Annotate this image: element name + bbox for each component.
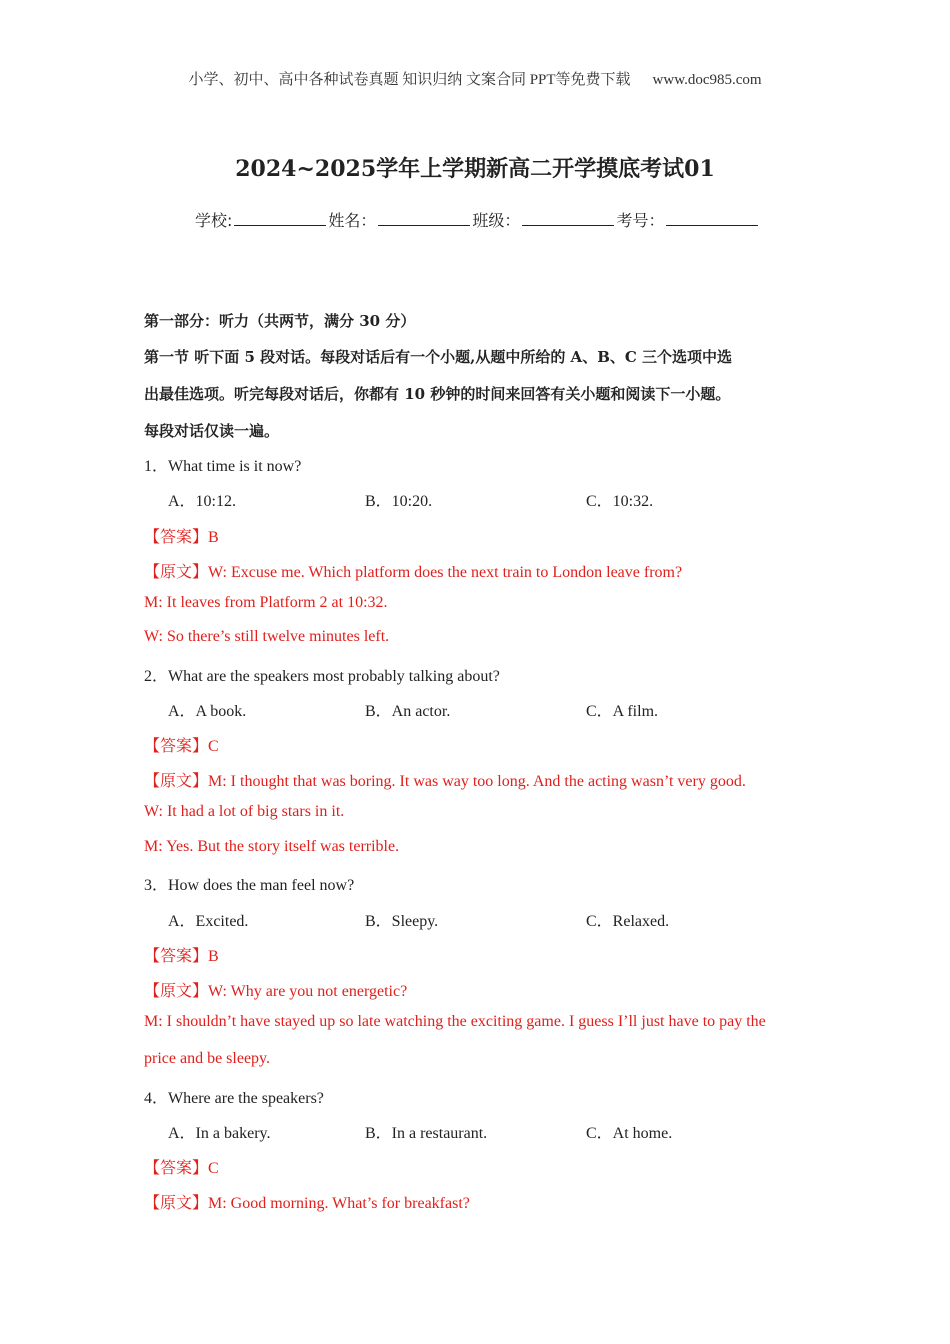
section-instruction-1: 第一节 听下面 5 段对话。每段对话后有一个小题,从题中所给的 A、B、C 三个选项中选 [144,348,733,366]
q1-option-a: A．10:12. [168,493,237,510]
q1-option-b: B．10:20. [365,493,433,510]
q3-transcript-line-1: 【原文】W: Why are you not energetic? [144,983,408,1000]
q3-option-c: C．Relaxed. [586,913,670,930]
number-label: 考号： [616,211,665,230]
q2-option-b: B．An actor. [365,703,451,720]
question-1: 1．What time is it now? [144,458,302,475]
q3-transcript-line-3: price and be sleepy. [144,1050,271,1067]
q4-option-a: A．In a bakery. [168,1125,271,1142]
number-blank[interactable] [666,211,758,226]
q2-transcript-line-2: W: It had a lot of big stars in it. [144,803,345,820]
q3-transcript-line-2: M: I shouldn’t have stayed up so late watching the exciting game. I guess I’ll just have to pay the [144,1013,766,1030]
class-blank[interactable] [522,211,614,226]
section-part-heading: 第一部分：听力（共两节，满分 30 分） [144,312,416,330]
q4-option-c: C．At home. [586,1125,673,1142]
q2-option-c: C．A film. [586,703,659,720]
q1-option-c: C．10:32. [586,493,654,510]
q3-option-b: B．Sleepy. [365,913,439,930]
header-text: 小学、初中、高中各种试卷真题 知识归纳 文案合同 PPT等免费下载 [188,72,631,88]
school-label: 学校: [195,211,233,230]
section-instruction-3: 每段对话仅读一遍。 [144,422,280,440]
q4-transcript-line-1: 【原文】M: Good morning. What’s for breakfast? [144,1195,470,1212]
q1-transcript-line-3: W: So there’s still twelve minutes left. [144,628,390,645]
class-label: 班级： [472,211,521,230]
section-instruction-2: 出最佳选项。听完每段对话后，你都有 10 秒钟的时间来回答有关小题和阅读下一小题。 [144,385,731,403]
question-2: 2．What are the speakers most probably talking about? [144,668,500,685]
q2-option-a: A．A book. [168,703,247,720]
q1-transcript-line-2: M: It leaves from Platform 2 at 10:32. [144,594,388,611]
page-header [0,68,950,89]
q2-transcript-line-3: M: Yes. But the story itself was terrible. [144,838,400,855]
student-info-line [195,208,760,231]
exam-title: 2024~2025学年上学期新高二开学摸底考试01 [235,156,715,182]
q3-option-a: A．Excited. [168,913,249,930]
q3-answer: 【答案】B [144,948,219,965]
name-blank[interactable] [378,211,470,226]
q1-transcript-line-1: 【原文】W: Excuse me. Which platform does the next train to London leave from? [144,564,683,581]
q4-answer: 【答案】C [144,1160,219,1177]
school-blank[interactable] [234,211,326,226]
header-site: www.doc985.com [652,72,762,88]
q2-answer: 【答案】C [144,738,219,755]
question-3: 3．How does the man feel now? [144,877,355,894]
question-4: 4．Where are the speakers? [144,1090,324,1107]
q1-answer: 【答案】B [144,529,219,546]
q2-transcript-line-1: 【原文】M: I thought that was boring. It was way too long. And the acting wasn’t very good. [144,773,746,790]
q4-option-b: B．In a restaurant. [365,1125,488,1142]
name-label: 姓名： [328,211,377,230]
